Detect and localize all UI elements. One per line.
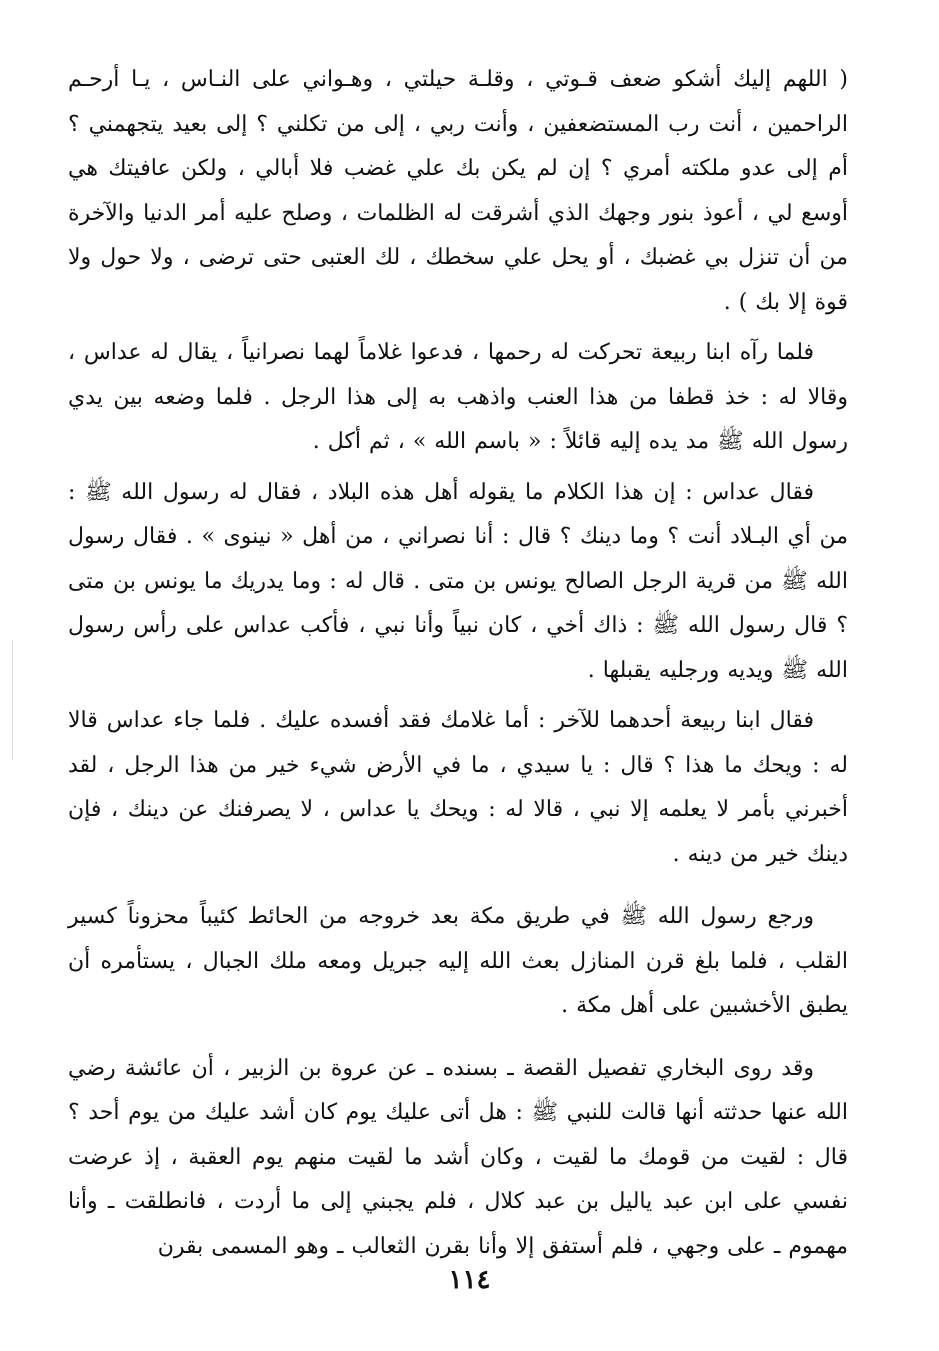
page-number: ١١٤ — [448, 1265, 491, 1295]
scan-edge-mark — [12, 640, 13, 760]
paragraph-rabia-sons: فقال ابنا ربيعة أحدهما للآخر : أما غلامك فقد أفسده عليك . فلما جاء عداس قالا له : ويحك ما هذا ؟ قال : يا سيدي ، ما في الأرض شيء خير من هذا الرجل ، لقد أخبرني بأمر لا يعلمه إلا نبي ، قالا له : ويحك يا عداس ، لا يصرفنك عن دينك ، فإن دينك خير من دينه . — [68, 708, 848, 867]
paragraph-prayer: ( اللهم إليك أشكو ضعف قـوتي ، وقلـة حيلتي ، وهـواني على النـاس ، يـا أرحـم الراحمين ، أنت رب المستضعفين ، وأنت ربي ، إلى من تكلني ؟ إلى بعيد يتجهمني ؟ أم إلى عدو ملكته أمري ؟ إن لم يكن بك علي غضب فلا أبالي ، ولكن عافيتك هي أوسع لي ، أعوذ بنور وجهك الذي أشرقت له الظلمات ، وصلح عليه أمر الدنيا والآخرة من أن تنزل بي غضبك ، أو يحل علي سخطك ، لك العتبى حتى ترضى ، ولا حول ولا قوة إلا بك ) . — [68, 67, 848, 315]
paragraph-addas-question: فقال عداس : إن هذا الكلام ما يقوله أهل هذه البلاد ، فقال له رسول الله ﷺ : من أي البـلاد أنت ؟ وما دينك ؟ قال : أنا نصراني ، من أهل « نينوى » . فقال رسول الله ﷺ من قرية الرجل الصالح يونس بن متى . قال له : وما يدريك ما يونس بن متى ؟ قال رسول الله ﷺ : ذاك أخي ، كان نبياً وأنا نبي ، فأكب عداس على رأس رسول الله ﷺ ويديه ورجليه يقبلها . — [68, 479, 848, 683]
paragraph-grapes: فلما رآه ابنا ربيعة تحركت له رحمها ، فدعوا غلاماً لهما نصرانياً ، يقال له عداس ، وقالا له : خذ قطفا من هذا العنب واذهب به إلى هذا الرجل . فلما وضعه بين يدي رسول الله ﷺ مد يده إليه قائلاً : « باسم الله » ، ثم أكل . — [68, 340, 848, 454]
paragraph-return-makkah: ورجع رسول الله ﷺ في طريق مكة بعد خروجه من الحائط كئيباً محزوناً كسير القلب ، فلما بلغ قرن المنازل بعث الله إليه جبريل ومعه ملك الجبال ، يستأمره أن يطبق الأخشبين على أهل مكة . — [68, 904, 848, 1018]
page-body — [68, 58, 848, 1275]
paragraph-bukhari: وقد روى البخاري تفصيل القصة ـ بسنده ـ عن عروة بن الزبير ، أن عائشة رضي الله عنها حدثته أنها قالت للنبي ﷺ : هل أتى عليك يوم كان أشد عليك من يوم أحد ؟ قال : لقيت من قومك ما لقيت ، وكان أشد ما لقيت منهم يوم العقبة ، إذ عرضت نفسي على ابن عبد ياليل بن عبد كلال ، فلم يجبني إلى ما أردت ، فانطلقت ـ وأنا مهموم ـ على وجهي ، فلم أستفق إلا وأنا بقرن الثعالب ـ وهو المسمى بقرن — [68, 1055, 848, 1259]
